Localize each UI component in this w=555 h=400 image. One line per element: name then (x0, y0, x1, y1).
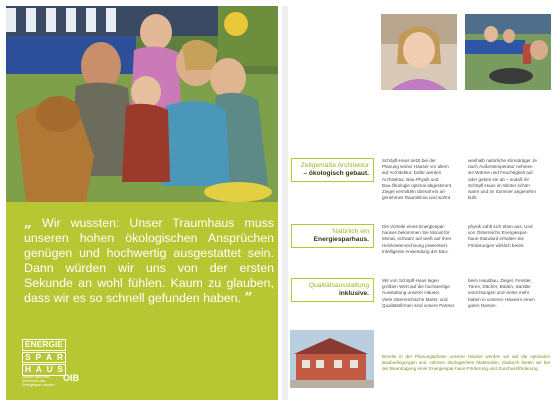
logo-letter: E (57, 339, 63, 349)
logo-letter: I (54, 339, 58, 349)
feature-body-text: weshalb natürliche Klimaträger Je nach Außentemperatur nehmen sie Wärme und Feuchtigkeit auf oder geben sie ab – sodaß ihr Schöpfl-Haus im Winter schön warm und im Sommer angenehm kühl. (468, 158, 537, 201)
girl-photo-illustration (381, 14, 457, 90)
feature-body-text: Die Vorteile eines Energiespar- hauses bekommen Sie Monat für Monat, schwarz auf weiß auf Ihrer Heizkostenrechnung präsentiert. Intelligente Anwendung der Bau- (382, 224, 452, 254)
house-photo (290, 330, 374, 388)
logo-letter: A (35, 364, 42, 375)
feature-body-text: Schöpfl-Haus setzt bei der Planung seiner Häuser vor allem auf Architektur. Dafür werden Architektur, Bau-Physik und Bau-Ökologie optimal abgestimmt. Ziegel vermitteln überall ein an- genehmes Raumklima und wohnt (382, 158, 453, 201)
feature-label-subtitle: – ökologisch gebaut. (303, 170, 369, 177)
feature-body-text: beim Hausbau, Ziegel, Fenster, Türen, Dächer, Böden, Sanitär- einrichtungen und vieles mehr haben in unseren Häusern einen guten Namen. (468, 278, 535, 308)
quote-panel (6, 202, 278, 400)
family-photo-illustration (6, 6, 278, 202)
testimonial-quote (24, 216, 274, 306)
girl-photo (381, 14, 457, 90)
logo-letter: G (48, 339, 55, 349)
feature-label-title: Natürlich ein (332, 228, 369, 235)
logo-letter: E (25, 339, 31, 349)
logo-letter: U (46, 364, 53, 375)
page-edge (282, 6, 288, 400)
oib-mark: OIB (63, 373, 80, 383)
logo-row (22, 339, 66, 351)
feature-label-subtitle: Energiesparhaus. (313, 236, 369, 243)
logo-caption: Gebaut nach den Richtlinien des Energiespar Hauses (22, 375, 55, 387)
logo-letter: R (42, 339, 49, 349)
logo-letter: H (25, 364, 32, 375)
logo-letter: N (30, 339, 37, 349)
feature-body-text: Wir von Schöpfl-Haus legen größten Wert auf die hochwertige Ausstattung unserer Häuser. Viele österreichische Markt- und Qualitätsfirmen sind unsere Partner (382, 278, 455, 308)
logo-letter: R (56, 351, 63, 362)
feature-label-box (291, 224, 374, 248)
funding-caption: Bereits in der Planungsphase unserer Häuser werden wir auf die optimalen Baubedingungen und -rahmen ökologischen Materialien. Dadurch bieten wir bei der Beantragung einer Energiespar-haus-Förderung und Zuschussförderung. (382, 354, 550, 372)
feature-label-subtitle: inklusive. (338, 290, 369, 297)
left-page (6, 6, 278, 400)
logo-letter: E (36, 339, 43, 349)
feature-label-title: Qualitätsausstattung (308, 282, 369, 289)
logo-row (22, 352, 66, 364)
feature-label-box (291, 158, 374, 182)
logo-letter: S (25, 351, 31, 362)
logo-letter: S (57, 364, 63, 375)
garden-party-photo (465, 14, 551, 90)
feature-label-title: Zeitgemäße Architektur (300, 162, 369, 169)
open-quote-mark: „ (24, 215, 33, 231)
logo-letter: P (35, 351, 42, 362)
logo-letter: A (45, 351, 53, 362)
feature-label-box (291, 278, 374, 302)
family-photo (6, 6, 278, 202)
energiesparhaus-logo (20, 339, 84, 397)
right-page (282, 6, 555, 400)
logo-letter-rows (22, 339, 66, 377)
testimonial-quote-text: Wir wussten: Unser Traumhaus muss unseren hohen ökologischen Ansprüchen genügen und hochwertig ausgestattet sein. Dann würden wir uns von der ersten Sekunde an wohl fühlen. Kaum zu glauben, dass wir es so schnell gefunden haben. (24, 216, 274, 305)
close-quote-mark: “ (244, 290, 253, 306)
feature-body-text: physik zahlt sich eben aus. Und von Österreichs Energiespar- haus-Standard erhalten Sie Förderungen wirklich bereit. (468, 224, 533, 248)
house-photo-illustration (290, 330, 374, 388)
garden-party-illustration (465, 14, 551, 90)
